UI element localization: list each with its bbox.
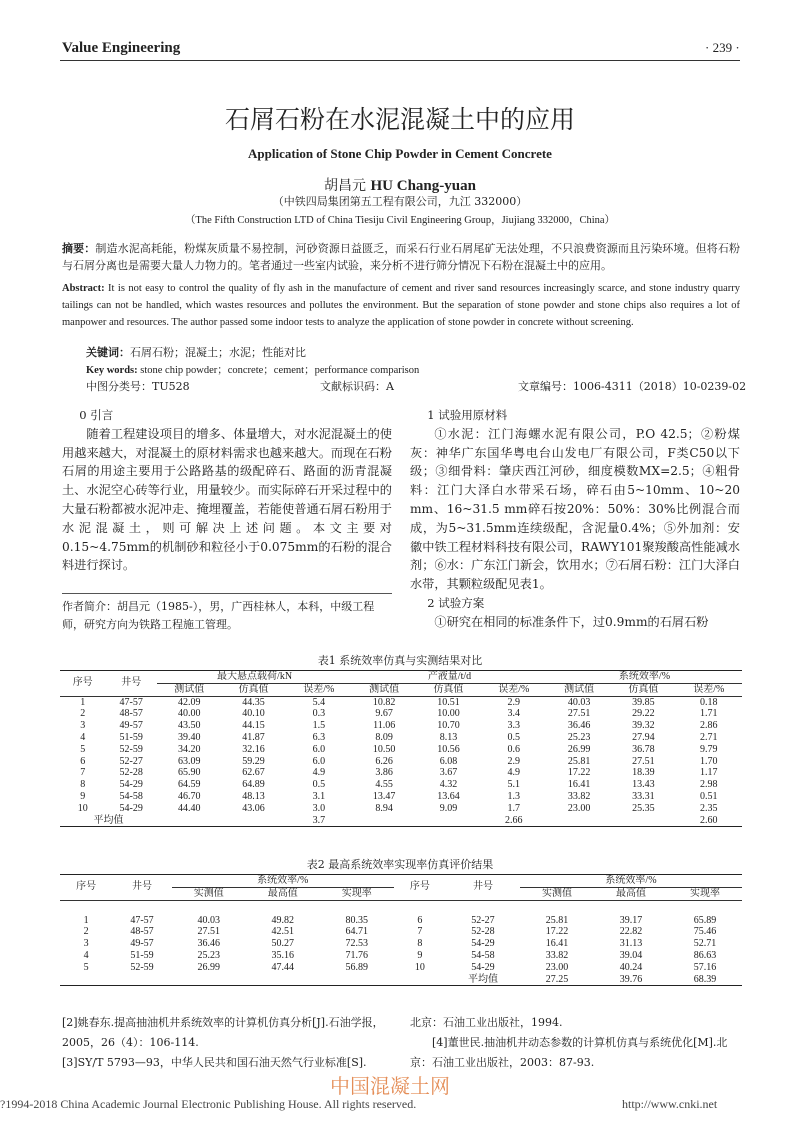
keywords-cn: [86, 344, 764, 361]
intro-section: [62, 406, 392, 575]
table1: [60, 670, 742, 827]
table-cell: 75.46: [693, 926, 717, 938]
table-cell: 33.82: [567, 790, 591, 802]
table-cell: 49.82: [271, 914, 294, 926]
table1-caption: 表1 系统效率仿真与实测结果对比: [317, 654, 483, 667]
table-cell: 80.35: [345, 914, 368, 926]
table-cell: 6.08: [439, 755, 458, 767]
section2-heading: 2 试验方案: [427, 595, 485, 610]
table-cell: 34.20: [177, 743, 201, 755]
clc-number: [86, 378, 190, 394]
table-row: [60, 744, 742, 756]
table-cell: 64.59: [177, 779, 201, 791]
table-cell: 36.78: [632, 743, 655, 755]
table-cell: 43.06: [242, 802, 265, 814]
table2-caption: 表2 最高系统效率实现率仿真评价结果: [306, 858, 494, 871]
table-cell: 2: [80, 708, 86, 720]
table-cell: 52-28: [119, 767, 143, 779]
t2-head-seq-b: 序号: [394, 875, 446, 901]
table-cell: 48-57: [119, 708, 143, 720]
table-cell: 10.70: [437, 720, 460, 732]
table-cell: 40.10: [242, 708, 265, 720]
table-cell: 2.9: [507, 755, 521, 767]
table-cell: 54-58: [471, 949, 495, 961]
table-cell: 23.00: [567, 802, 591, 814]
table-row: [60, 926, 742, 938]
t1-avg-row: [60, 815, 742, 827]
section2-text: ①研究在相同的标准条件下，过0.9mm的石屑石粉: [434, 614, 709, 629]
table-cell: 2.71: [700, 731, 718, 743]
header-rule: [60, 60, 740, 61]
keywords-en-text: stone chip powder；concrete；cement；performance comparison: [140, 365, 420, 376]
table-cell: 10: [77, 802, 88, 814]
intro-text: 随着工程建设项目的增多、体量增大，对水泥混凝土的使用越来越大，对混凝土的原材料需求也越来越大。而现在石粉石屑的用途主要用于公路路基的级配碎石、路面的沥青混凝土、水泥空心砖等行业，用量较少。而实际碎石开采过程中的大量石粉都被水泥冲走、掩埋覆盖，若能使普通石屑石粉用于水泥混凝土，则可解决上述问题。本文主要对0.15~4.75mm的机制砂和粒径小于0.075mm的石粉的混合料进行探讨。: [62, 426, 392, 573]
table-cell: 44.40: [177, 802, 201, 814]
table-cell: 0.51: [700, 790, 718, 802]
table-cell: 7: [80, 767, 86, 779]
table-cell: 27.51: [632, 755, 655, 767]
table-cell: 47-57: [119, 696, 143, 708]
table-cell: 9.79: [700, 743, 718, 755]
table-cell: 9: [417, 949, 423, 961]
table-cell: 9.09: [439, 802, 458, 814]
table-cell: 54-29: [471, 961, 495, 973]
table-cell: 48.13: [242, 790, 265, 802]
table-cell: 0.18: [700, 696, 718, 708]
table-cell: 4: [83, 949, 89, 961]
table-cell: 47.44: [271, 961, 294, 973]
table-cell: 5.1: [507, 779, 521, 791]
references-left: [62, 1013, 397, 1073]
footnote-rule: [62, 593, 392, 594]
abstract-cn-text: 制造水泥高耗能，粉煤灰质量不易控制，河砂资源日益匮乏，而采石行业石屑尾矿无法处理，不只浪费资源而且污染环境。但将石粉与石屑分离也是需要大量人力物力的。笔者通过一些室内试验，来分析不进行筛分情况下石粉在混凝土中的应用。: [62, 242, 741, 272]
table-row: [60, 938, 742, 950]
table-cell: 31.13: [619, 938, 643, 950]
t2-head-well-b: 井号: [446, 875, 520, 901]
abstract-cn: [62, 240, 740, 274]
copyright-footer: ?1994-2018 China Academic Journal Electronic Publishing House. All rights reserved.: [0, 1097, 417, 1111]
t2-subheader: 最高值: [615, 887, 646, 899]
keywords-en-label: Key words:: [86, 365, 138, 376]
table-cell: 4.55: [375, 779, 393, 791]
clc-label: 中图分类号：: [86, 380, 152, 393]
t1-subheader: 测试值: [564, 683, 595, 695]
table-cell: 49-57: [119, 720, 143, 732]
table-cell: 13.43: [632, 779, 655, 791]
table-row: [60, 962, 742, 974]
table-cell: 10: [414, 961, 425, 973]
table-cell: 2.86: [700, 720, 718, 732]
t1-subheader: 仿真值: [433, 683, 464, 695]
author-note-label: 作者简介：: [62, 600, 117, 613]
table-cell: 6.3: [312, 731, 326, 743]
table-cell: 0.5: [312, 779, 326, 791]
table-cell: 39.04: [619, 949, 643, 961]
table-cell: 52-28: [471, 926, 495, 938]
table-cell: 18.39: [632, 767, 655, 779]
table-cell: 39.17: [619, 914, 643, 926]
table-cell: 6.26: [375, 755, 393, 767]
table-cell: 5: [80, 743, 86, 755]
table-row: [60, 791, 742, 803]
table-cell: 2.35: [700, 802, 718, 814]
table-cell: 42.09: [177, 696, 201, 708]
table-cell: 16.41: [567, 779, 591, 791]
table-cell: 51-59: [130, 949, 154, 961]
table-row: [60, 708, 742, 720]
table2: [60, 874, 742, 986]
english-title: Application of Stone Chip Powder in Cement Concrete: [248, 146, 552, 161]
table-cell: 2: [83, 926, 89, 938]
t1-subheader: 误差/%: [498, 683, 530, 695]
table-cell: 39.40: [177, 731, 201, 743]
t1-subheader: 测试值: [174, 683, 205, 695]
materials-section: [410, 406, 740, 632]
table-cell: 16.41: [545, 938, 569, 950]
t1-subheader: 误差/%: [303, 683, 335, 695]
affiliation-en: （The Fifth Construction LTD of China Tiesiju Civil Engineering Group，Jiujiang 332000，China）: [184, 215, 616, 226]
table-cell: 8: [80, 779, 86, 791]
t2-head-eff-a: 系统效率/%: [172, 875, 394, 888]
table-cell: 41.87: [242, 731, 265, 743]
t2-subheader: 最高值: [267, 887, 298, 899]
table-cell: 0.3: [312, 708, 326, 720]
author-line: [0, 175, 800, 195]
table-cell: 52-59: [119, 743, 143, 755]
t1-avg-load: 3.7: [312, 814, 326, 826]
table-cell: 1.5: [312, 720, 326, 732]
affiliation-cn: （中铁四局集团第五工程有限公司，九江 332000）: [272, 195, 528, 208]
table-cell: 4.9: [507, 767, 521, 779]
table-row: [60, 696, 742, 708]
table-cell: 8.09: [375, 731, 393, 743]
table-cell: 1.7: [507, 802, 521, 814]
article-number: [518, 378, 746, 394]
table-cell: 13.47: [372, 790, 396, 802]
doc-code: [320, 378, 394, 394]
table-cell: 46.70: [177, 790, 201, 802]
table-cell: 10.50: [372, 743, 396, 755]
table-cell: 59.29: [242, 755, 265, 767]
table-cell: 4: [80, 731, 86, 743]
table-cell: 1: [83, 914, 89, 926]
table-cell: 9: [80, 790, 86, 802]
table-cell: 2.9: [507, 696, 521, 708]
spacer-row: [60, 900, 742, 915]
reference-3: [3]SY/T 5793—93，中华人民共和国石油天然气行业标准[S].: [62, 1056, 367, 1069]
table-cell: 25.81: [545, 914, 569, 926]
table-row: [60, 732, 742, 744]
t1-head-well: 井号: [105, 671, 157, 697]
t1-avg-efficiency: 2.60: [700, 814, 718, 826]
table-cell: 54-29: [119, 802, 143, 814]
table-row: [60, 720, 742, 732]
table-cell: 4.32: [439, 779, 458, 791]
section1-heading: 1 试验用原材料: [427, 408, 508, 422]
abstract-en-text: It is not easy to control the quality of fly ash in the manufacture of cement and river sand resources increasingly scarce, and stone industry quarry tailings can not be handled, which wastes resources and pollutes the environment. But the separation of stone powder and stone chips also requires a lot of manpower and resources. The author passed some indoor tests to analyze the application of stone powder in concrete without screening.: [62, 283, 741, 328]
art-label: 文章编号：: [518, 380, 573, 393]
t1-subheader-row: [60, 683, 742, 696]
table-cell: 72.53: [345, 938, 368, 950]
t1-avg-label: 平均值: [93, 814, 124, 826]
table-cell: 6.0: [312, 743, 326, 755]
table-cell: 33.82: [545, 949, 569, 961]
table-cell: 40.24: [619, 961, 643, 973]
table-cell: 2.98: [700, 779, 718, 791]
t1-body: [60, 696, 742, 814]
t1-head-efficiency: 系统效率/%: [547, 671, 742, 684]
table-cell: 8.13: [439, 731, 458, 743]
t2-head-well-a: 井号: [112, 875, 172, 901]
table-cell: 56.89: [345, 961, 368, 973]
table-cell: 1.71: [700, 708, 718, 720]
table-cell: 64.89: [242, 779, 265, 791]
table-cell: 7: [417, 926, 423, 938]
abstract-en: [62, 280, 740, 331]
table-cell: 3.3: [507, 720, 521, 732]
art-value: 1006-4311（2018）10-0239-02: [573, 380, 747, 393]
t1-subheader: 测试值: [369, 683, 400, 695]
table-cell: 26.99: [197, 961, 220, 973]
table-cell: 54-58: [119, 790, 143, 802]
table-cell: 52-27: [471, 914, 495, 926]
table-cell: 52-27: [119, 755, 143, 767]
reference-2: [2]姚春东.提高抽油机井系统效率的计算机仿真分析[J].石油学报，2005，26（4）：106-114.: [62, 1016, 384, 1049]
table-cell: 22.82: [619, 926, 643, 938]
paper-title: 石屑石粉在水泥混凝土中的应用: [224, 105, 575, 134]
table-cell: 17.22: [567, 767, 591, 779]
table-cell: 25.23: [567, 731, 591, 743]
table-cell: 62.67: [242, 767, 265, 779]
table-cell: 57.16: [693, 961, 717, 973]
table-cell: 36.46: [567, 720, 591, 732]
table-cell: 50.27: [271, 938, 294, 950]
t2-avg-row: [60, 974, 742, 986]
doc-label: 文献标识码：: [320, 380, 386, 393]
t1-head-seq: 序号: [60, 671, 105, 697]
watermark-text: 中国混凝土网: [330, 1074, 450, 1098]
table-cell: 35.16: [271, 949, 294, 961]
table-row: [60, 950, 742, 962]
table-row: [60, 915, 742, 927]
table-cell: 6.0: [312, 755, 326, 767]
table-cell: 63.09: [177, 755, 201, 767]
table-cell: 10.56: [437, 743, 460, 755]
t2-head-eff-b: 系统效率/%: [520, 875, 742, 888]
t1-subheader: 误差/%: [693, 683, 725, 695]
table-cell: 65.89: [693, 914, 717, 926]
abstract-en-label: Abstract:: [62, 283, 105, 294]
table-cell: 3.1: [312, 790, 326, 802]
table-cell: 13.64: [437, 790, 460, 802]
table-cell: 1.70: [700, 755, 718, 767]
table-cell: 8.94: [375, 802, 393, 814]
author-note: [62, 598, 392, 634]
table-cell: 3.67: [439, 767, 458, 779]
table-cell: 11.06: [373, 720, 396, 732]
table-cell: 64.71: [345, 926, 368, 938]
table-cell: 29.22: [632, 708, 655, 720]
table-cell: 8: [417, 938, 423, 950]
author-en: HU Chang-yuan: [370, 178, 476, 194]
author-note-text: 胡昌元（1985-），男，广西桂林人，本科，中级工程师，研究方向为铁路工程施工管理。: [62, 600, 375, 631]
t1-subheader: 仿真值: [238, 683, 269, 695]
t2-avg-measured: 27.25: [545, 973, 569, 985]
t1-head-load: 最大悬点载荷/kN: [157, 671, 352, 684]
t2-body: [60, 900, 742, 973]
table-cell: 27.94: [632, 731, 655, 743]
table-cell: 3.86: [375, 767, 393, 779]
references-right: [410, 1013, 740, 1073]
table-cell: 5.4: [312, 696, 326, 708]
table-cell: 52-59: [130, 961, 154, 973]
table-cell: 26.99: [567, 743, 591, 755]
table-cell: 71.76: [345, 949, 368, 961]
table-cell: 36.46: [197, 938, 220, 950]
table-cell: 10.51: [437, 696, 460, 708]
table-cell: 32.16: [242, 743, 265, 755]
table-cell: 10.82: [372, 696, 396, 708]
table-cell: 42.51: [271, 926, 294, 938]
table-row: [60, 803, 742, 815]
table-cell: 25.35: [632, 802, 655, 814]
table-cell: 3: [83, 938, 89, 950]
t1-head-liquid: 产液量/t/d: [352, 671, 547, 684]
table-cell: 65.90: [177, 767, 201, 779]
table-cell: 10.00: [437, 708, 460, 720]
keywords-cn-label: 关键词：: [86, 346, 130, 359]
table-cell: 40.00: [177, 708, 201, 720]
reference-4: [4]董世民.抽油机井动态参数的计算机仿真与系统优化[M].北京：石油工业出版社，2003：87-93.: [410, 1036, 728, 1069]
table-cell: 1: [80, 696, 86, 708]
table-cell: 49-57: [130, 938, 154, 950]
table-cell: 17.22: [545, 926, 569, 938]
table-cell: 5: [83, 961, 89, 973]
t2-subheader: 实测值: [193, 887, 224, 899]
table-cell: 0.5: [507, 731, 521, 743]
cnki-url: http://www.cnki.net: [622, 1097, 718, 1111]
section1-text: ①水泥：江门海螺水泥有限公司，P.O 42.5；②粉煤灰：神华广东国华粤电台山发电厂有限公司，F类C50以下级；③细骨料：肇庆西江河砂，细度模数MX=2.5；④粗骨料：江门大泽白水带采石场，碎石由5~10mm、10~20 mm、16~31.5 mm碎石按20%：50%：30%比例混合而成，为5~31.5mm连续级配，含泥量0.4%；⑤外加剂：安徽中铁工程材料科技有限公司，RAWY101聚羧酸高性能减水剂；⑥水：广东江门新会，饮用水；⑦石屑石粉：江门大泽白水带，其颗粒级配见表1。: [410, 426, 740, 592]
journal-name: Value Engineering: [62, 40, 181, 56]
table-cell: 3.0: [312, 802, 326, 814]
table-cell: 39.32: [632, 720, 655, 732]
table-cell: 1.3: [507, 790, 521, 802]
keywords-cn-text: 石屑石粉；混凝土；水泥；性能对比: [130, 346, 306, 359]
table-cell: 27.51: [567, 708, 591, 720]
table-cell: 33.31: [632, 790, 655, 802]
clc-value: TU528: [152, 380, 190, 393]
table-cell: 25.81: [567, 755, 591, 767]
t2-head-seq-a: 序号: [60, 875, 112, 901]
t1-avg-liquid: 2.66: [505, 814, 523, 826]
table-cell: 9.67: [375, 708, 393, 720]
table-cell: 47-57: [130, 914, 154, 926]
table-cell: 43.50: [177, 720, 201, 732]
table-cell: 39.85: [632, 696, 655, 708]
t2-avg-rate: 68.39: [693, 973, 717, 985]
t2-subheader: 实现率: [689, 887, 720, 899]
author-cn: 胡昌元: [324, 178, 367, 194]
t2-subheader: 实测值: [541, 887, 572, 899]
table-cell: 54-29: [471, 938, 495, 950]
table-row: [60, 767, 742, 779]
t1-subheader: 仿真值: [628, 683, 659, 695]
table-row: [60, 756, 742, 768]
table-cell: 23.00: [545, 961, 569, 973]
table-cell: 52.71: [693, 938, 717, 950]
table-cell: 1.17: [700, 767, 718, 779]
table-cell: 27.51: [197, 926, 220, 938]
reference-1-tail: 北京：石油工业出版社，1994.: [410, 1016, 563, 1029]
t2-avg-max: 39.76: [619, 973, 643, 985]
table-cell: 44.15: [242, 720, 265, 732]
table-cell: 86.63: [693, 949, 717, 961]
doc-value: A: [386, 380, 394, 393]
table-cell: 4.9: [312, 767, 326, 779]
t2-avg-label: 平均值: [467, 973, 498, 985]
table-cell: 40.03: [197, 914, 220, 926]
intro-heading: 0 引言: [79, 408, 114, 422]
table-cell: 44.35: [242, 696, 265, 708]
table-cell: 48-57: [130, 926, 154, 938]
table-cell: 40.03: [567, 696, 591, 708]
table-row: [60, 779, 742, 791]
keywords-en: [86, 362, 764, 379]
table-cell: 6: [417, 914, 423, 926]
table-cell: 54-29: [119, 779, 143, 791]
page-number: · 239 ·: [705, 40, 740, 55]
table-cell: 0.6: [507, 743, 521, 755]
table-cell: 6: [80, 755, 86, 767]
table-cell: 3: [80, 720, 86, 732]
table-cell: 3.4: [507, 708, 521, 720]
abstract-cn-label: 摘要：: [62, 242, 96, 255]
table-cell: 51-59: [119, 731, 143, 743]
t2-subheader: 实现率: [341, 887, 372, 899]
table-cell: 25.23: [197, 949, 220, 961]
